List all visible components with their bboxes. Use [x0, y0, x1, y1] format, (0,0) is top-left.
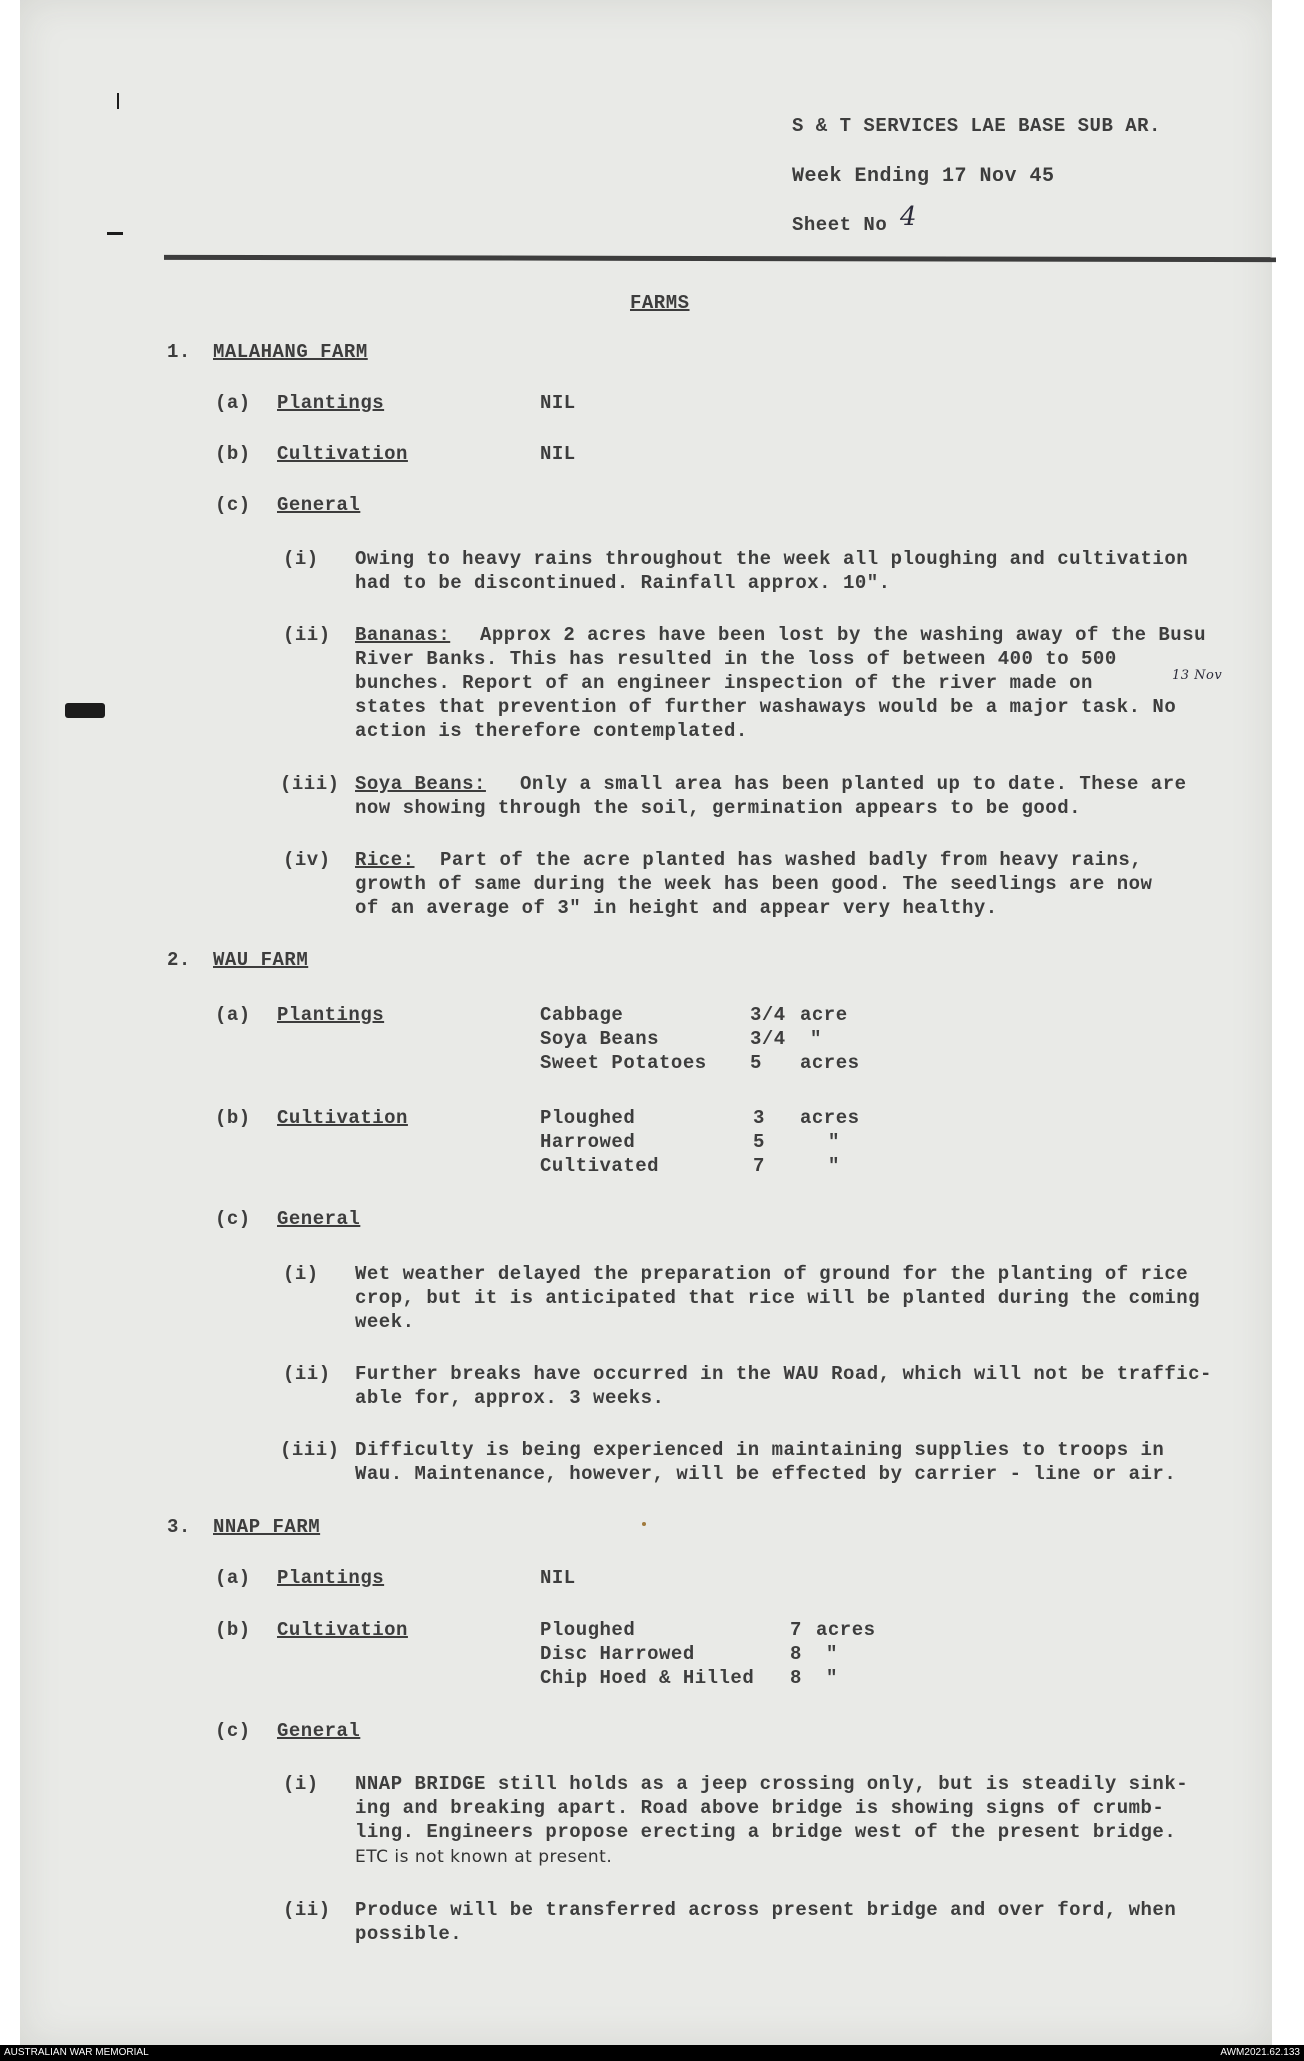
item-number: (ii): [283, 1363, 331, 1385]
document-page: [20, 0, 1272, 2045]
item-line: bunches. Report of an engineer inspection of the river made on: [355, 672, 1093, 694]
cultivation-crop: Chip Hoed & Hilled: [540, 1667, 755, 1689]
plantings-value: NIL: [540, 1567, 576, 1589]
planting-crop: Sweet Potatoes: [540, 1052, 707, 1074]
planting-crop: Soya Beans: [540, 1028, 660, 1050]
cultivation-crop: Ploughed: [540, 1619, 636, 1641]
sub-label-b: (b): [215, 443, 251, 465]
planting-qty: 5: [750, 1052, 762, 1074]
general-label: General: [277, 494, 361, 516]
sub-label-c: (c): [215, 1208, 251, 1230]
sub-label-a: (a): [215, 1004, 251, 1026]
cultivation-crop: Ploughed: [540, 1107, 636, 1129]
item-number: (i): [283, 1773, 319, 1795]
week-ending: Week Ending 17 Nov 45: [792, 165, 1055, 188]
item-line: able for, approx. 3 weeks.: [355, 1387, 665, 1409]
item-number: (iii): [280, 773, 340, 795]
item-line: NNAP BRIDGE still holds as a jeep crossing only, but is steadily sink-: [355, 1773, 1189, 1795]
item-line: Further breaks have occurred in the WAU Road, which will not be traffic-: [355, 1363, 1212, 1385]
item-line: ing and breaking apart. Road above bridge is showing signs of crumb-: [355, 1797, 1165, 1819]
sheet-number: 4: [900, 202, 918, 232]
item-line: Owing to heavy rains throughout the week all ploughing and cultivation: [355, 548, 1189, 570]
cultivation-qty: 8: [790, 1643, 802, 1665]
cultivation-unit: ": [826, 1667, 838, 1689]
item-number: (ii): [283, 1899, 331, 1921]
item-line: Wau. Maintenance, however, will be effected by carrier - line or air.: [355, 1463, 1177, 1485]
plantings-value: NIL: [540, 392, 576, 414]
cultivation-value: NIL: [540, 443, 576, 465]
sub-label-a: (a): [215, 1567, 251, 1589]
page-title: FARMS: [630, 292, 690, 314]
item-number: (iv): [283, 849, 331, 871]
cultivation-unit: ": [828, 1155, 840, 1177]
item-number: (iii): [280, 1439, 340, 1461]
general-label: General: [277, 1720, 361, 1742]
item-line: action is therefore contemplated.: [355, 720, 748, 742]
item-line: ETC is not known at present.: [355, 1847, 613, 1867]
cultivation-crop: Harrowed: [540, 1131, 636, 1153]
plantings-label: Plantings: [277, 1567, 385, 1589]
item-line: possible.: [355, 1923, 463, 1945]
item-line: Part of the acre planted has washed badly from heavy rains,: [440, 849, 1143, 871]
footer-reference: AWM2021.62.133: [1220, 2047, 1300, 2058]
planting-qty: 3/4: [750, 1028, 786, 1050]
cultivation-qty: 5: [753, 1131, 765, 1153]
item-number: (ii): [283, 624, 331, 646]
sub-label-b: (b): [215, 1619, 251, 1641]
item-line: Produce will be transferred across present bridge and over ford, when: [355, 1899, 1177, 1921]
item-line: Wet weather delayed the preparation of ground for the planting of rice: [355, 1263, 1189, 1285]
cultivation-unit: ": [826, 1643, 838, 1665]
plantings-label: Plantings: [277, 1004, 385, 1026]
item-heading: Rice:: [355, 849, 415, 871]
header-rule: [164, 255, 1276, 262]
item-line: states that prevention of further washaways would be a major task. No: [355, 696, 1177, 718]
item-heading: Soya Beans:: [355, 773, 486, 795]
section-number: 1.: [167, 341, 191, 363]
plantings-label: Plantings: [277, 392, 385, 414]
unit-heading: S & T SERVICES LAE BASE SUB AR.: [792, 115, 1161, 137]
cultivation-crop: Disc Harrowed: [540, 1643, 695, 1665]
cultivation-unit: acres: [800, 1107, 860, 1129]
farm-name: NNAP FARM: [213, 1516, 321, 1538]
cultivation-qty: 7: [790, 1619, 802, 1641]
farm-name: WAU FARM: [213, 949, 309, 971]
cultivation-unit: acres: [816, 1619, 876, 1641]
item-line: Only a small area has been planted up to date. These are: [520, 773, 1187, 795]
cultivation-label: Cultivation: [277, 1619, 408, 1641]
cultivation-label: Cultivation: [277, 1107, 408, 1129]
planting-unit: ": [810, 1028, 822, 1050]
item-line: River Banks. This has resulted in the loss of between 400 to 500: [355, 648, 1117, 670]
cultivation-crop: Cultivated: [540, 1155, 660, 1177]
sub-label-c: (c): [215, 494, 251, 516]
item-line: Difficulty is being experienced in maintaining supplies to troops in: [355, 1439, 1165, 1461]
item-line: of an average of 3" in height and appear very healthy.: [355, 897, 998, 919]
section-number: 3.: [167, 1516, 191, 1538]
punch-hole-mark: [65, 703, 105, 718]
planting-qty: 3/4: [750, 1004, 786, 1026]
farm-name: MALAHANG FARM: [213, 341, 368, 363]
cultivation-unit: ": [828, 1131, 840, 1153]
sub-label-b: (b): [215, 1107, 251, 1129]
handwritten-annotation: 13 Nov: [1172, 668, 1223, 683]
item-line: Approx 2 acres have been lost by the washing away of the Busu: [480, 624, 1207, 646]
item-number: (i): [283, 548, 319, 570]
section-number: 2.: [167, 949, 191, 971]
planting-unit: acres: [800, 1052, 860, 1074]
sub-label-c: (c): [215, 1720, 251, 1742]
general-label: General: [277, 1208, 361, 1230]
item-number: (i): [283, 1263, 319, 1285]
item-line: week.: [355, 1311, 415, 1333]
cultivation-qty: 3: [753, 1107, 765, 1129]
planting-unit: acre: [800, 1004, 848, 1026]
margin-dash-mark: [107, 232, 123, 235]
footer-source: AUSTRALIAN WAR MEMORIAL: [4, 2047, 149, 2058]
sub-label-a: (a): [215, 392, 251, 414]
item-heading: Bananas:: [355, 624, 451, 646]
item-line: now showing through the soil, germination appears to be good.: [355, 797, 1082, 819]
item-line: growth of same during the week has been good. The seedlings are now: [355, 873, 1153, 895]
margin-tick-mark: [117, 93, 119, 109]
item-line: ling. Engineers propose erecting a bridge west of the present bridge.: [355, 1821, 1177, 1843]
item-line: crop, but it is anticipated that rice will be planted during the coming: [355, 1287, 1201, 1309]
ink-speck: [642, 1522, 646, 1526]
sheet-label: Sheet No: [792, 214, 888, 236]
cultivation-label: Cultivation: [277, 443, 408, 465]
planting-crop: Cabbage: [540, 1004, 624, 1026]
cultivation-qty: 7: [753, 1155, 765, 1177]
cultivation-qty: 8: [790, 1667, 802, 1689]
item-line: had to be discontinued. Rainfall approx. 10".: [355, 572, 891, 594]
archive-footer: [0, 2045, 1304, 2061]
